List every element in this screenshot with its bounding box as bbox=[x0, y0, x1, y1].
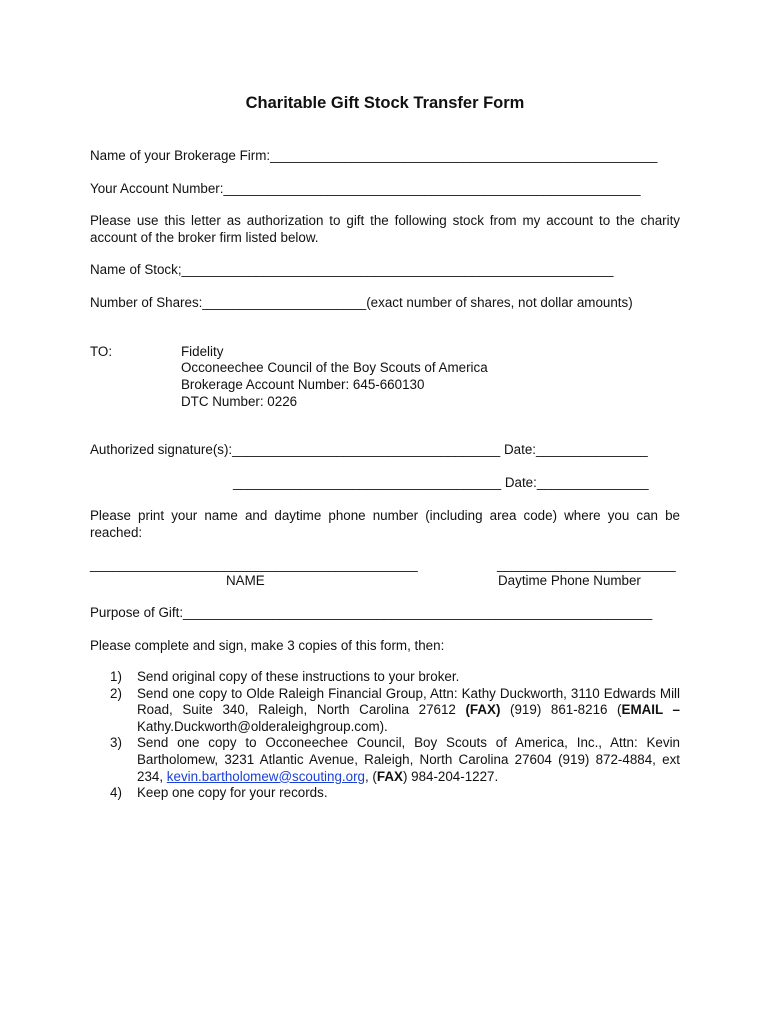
step-text: Kathy.Duckworth@olderaleighgroup.com). bbox=[137, 718, 388, 734]
steps-list bbox=[90, 669, 680, 802]
step-text: (919) 861-8216 ( bbox=[500, 702, 622, 718]
authorization-paragraph: Please use this letter as authorization to gift the following stock from my account to the charity account of the broker firm listed below. bbox=[90, 213, 680, 245]
recipient-account-number: Brokerage Account Number: 645-660130 bbox=[181, 377, 425, 392]
step-text: , ( bbox=[364, 768, 377, 784]
list-item bbox=[90, 735, 680, 785]
step-text: Send one copy to Occoneechee Council, Boy Scouts of America, Inc., Attn: Kevin Bartholomew, 3231 Atlantic Avenue, Raleigh, North Carolina 27604 (919) 872-4884, ext 234, bbox=[137, 735, 680, 784]
step-number: 2) bbox=[110, 685, 122, 701]
step-text: Send original copy of these instructions to your broker. bbox=[137, 669, 460, 684]
brokerage-firm-field[interactable]: Name of your Brokerage Firm:____________________________________________________ bbox=[90, 148, 658, 163]
name-label: NAME bbox=[226, 573, 265, 588]
step-text: ) 984-204-1227. bbox=[402, 768, 499, 784]
to-label: TO: bbox=[90, 344, 113, 359]
stock-name-field[interactable]: Name of Stock;__________________________________________________________ bbox=[90, 262, 614, 277]
step-number: 1) bbox=[110, 669, 122, 684]
page-title: Charitable Gift Stock Transfer Form bbox=[245, 94, 525, 112]
list-item bbox=[90, 669, 680, 686]
recipient-name: Fidelity bbox=[181, 344, 224, 359]
name-field[interactable]: ____________________________________________ bbox=[90, 557, 418, 572]
recipient-organization: Occoneechee Council of the Boy Scouts of America bbox=[181, 360, 488, 375]
step-number: 4) bbox=[110, 785, 122, 801]
account-number-field[interactable]: Your Account Number:________________________________________________________ bbox=[90, 181, 641, 196]
email-link[interactable]: kevin.bartholomew@scouting.org bbox=[166, 768, 365, 784]
fax-label: (FAX) bbox=[465, 702, 501, 718]
signature-field-1[interactable]: Authorized signature(s):____________________________________ Date:_______________ bbox=[90, 442, 648, 457]
step-text: Keep one copy for your records. bbox=[137, 785, 328, 801]
fax-label: FAX bbox=[376, 768, 403, 784]
purpose-field[interactable]: Purpose of Gift:_______________________________________________________________ bbox=[90, 605, 653, 620]
steps-intro: Please complete and sign, make 3 copies of this form, then: bbox=[90, 638, 445, 653]
email-label: EMAIL – bbox=[621, 702, 680, 718]
step-text: Send one copy to Olde Raleigh Financial Group, Attn: Kathy Duckworth, 3110 Edwards Mill Road, Suite 340, Raleigh, North Carolina 27612 bbox=[137, 685, 680, 718]
list-item bbox=[90, 686, 680, 736]
list-item bbox=[90, 785, 680, 802]
phone-label: Daytime Phone Number bbox=[498, 573, 641, 588]
step-number: 3) bbox=[110, 735, 122, 751]
phone-field[interactable]: ________________________ bbox=[497, 557, 676, 572]
signature-field-2[interactable]: ____________________________________ Date:_______________ bbox=[233, 475, 649, 490]
contact-instructions: Please print your name and daytime phone number (including area code) where you can be reached: bbox=[90, 508, 680, 540]
number-of-shares-field[interactable]: Number of Shares:______________________(exact number of shares, not dollar amounts) bbox=[90, 295, 633, 310]
recipient-dtc-number: DTC Number: 0226 bbox=[181, 394, 298, 409]
